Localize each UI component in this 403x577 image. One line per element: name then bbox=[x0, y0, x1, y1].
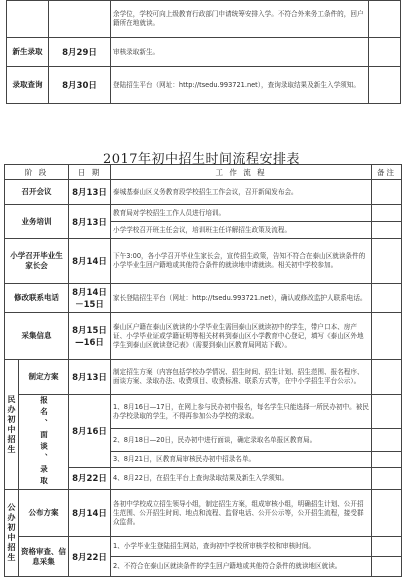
table-row bbox=[5, 313, 402, 360]
note-cell bbox=[372, 537, 402, 557]
note-cell bbox=[372, 180, 402, 205]
column-header-stage: 阶 段 bbox=[5, 165, 69, 180]
table-row bbox=[5, 490, 402, 537]
work-description: 泰城基泰山区义务教育段学校招生工作会议，召开新闻发布会。 bbox=[111, 180, 372, 205]
column-header-date: 日 期 bbox=[69, 165, 111, 180]
work-description: 4、8月22日，在招生平台上查询录取结果及新生入学须知。 bbox=[111, 467, 372, 489]
note-cell bbox=[372, 490, 402, 537]
note-cell bbox=[372, 284, 402, 313]
group-label-private: 民办初中招生 bbox=[5, 360, 19, 490]
stage-label: 业务培训 bbox=[5, 205, 69, 239]
work-description: 审核录取新生。 bbox=[111, 38, 369, 67]
work-description: 2、不符合在泰山区就读条件的学生回户籍地或其他符合条件的就读地区就读。 bbox=[111, 557, 372, 577]
work-description: 1、8月16日—17日，在网上参与民办初中报名，每名学生只能选择一所民办初中。被民办学校录取的学生，不得再参加公办学校的录取。 bbox=[111, 395, 372, 429]
date-cell: 8月15日—16日 bbox=[69, 313, 111, 360]
date-cell: 8月16日 bbox=[69, 395, 111, 468]
table-row bbox=[5, 239, 402, 284]
date-cell: 8月13日 bbox=[69, 360, 111, 395]
date-cell: 8月13日 bbox=[69, 205, 111, 239]
table-row bbox=[5, 360, 402, 395]
work-description: 各初中学校成立招生领导小组，制定招生方案，组成审核小组，明确招生计划、公开招生范围、公开招生时间、地点和流程、监督电话、公开公示等，公开招生流程，接受群众监督。 bbox=[111, 490, 372, 537]
enrollment-schedule-table bbox=[4, 164, 402, 577]
note-cell bbox=[372, 313, 402, 360]
empty-cell bbox=[7, 1, 49, 38]
table-row bbox=[7, 67, 401, 104]
note-cell bbox=[369, 1, 401, 38]
column-header-note: 备注 bbox=[372, 165, 402, 180]
date-cell: 8月13日 bbox=[69, 180, 111, 205]
table-row bbox=[5, 395, 402, 429]
stage-label: 修改联系电话 bbox=[5, 284, 69, 313]
note-cell bbox=[369, 67, 401, 104]
empty-cell bbox=[49, 1, 111, 38]
stage-label: 录取查询 bbox=[7, 67, 49, 104]
date-cell: 8月22日 bbox=[69, 467, 111, 489]
note-cell bbox=[372, 239, 402, 284]
group-label-public: 公办初中招生 bbox=[5, 490, 19, 577]
date-cell: 8月30日 bbox=[49, 67, 111, 104]
table-row bbox=[7, 1, 401, 38]
table-row bbox=[5, 537, 402, 557]
work-description: 1、小学毕业生登陆招生网站，查询初中学校所审核学校和审核时间。 bbox=[111, 537, 372, 557]
work-description: 泰山区户籍在泰山区就读的小学毕业生需回泰山区就读初中的学生，带户口本、房产证、小学毕业证或学籍证明等相关材料到泰山区小学教育中心登记，填写《泰山区外地学生到泰山区就读登记表》（需要到泰山区教育局网站下载）。 bbox=[111, 313, 372, 360]
note-cell bbox=[372, 452, 402, 467]
work-description: 2、8月18日—20日，民办初中进行面谈，确定录取名单报区教育局。 bbox=[111, 429, 372, 452]
column-header-work: 工 作 流 程 bbox=[111, 165, 372, 180]
stage-label: 新生录取 bbox=[7, 38, 49, 67]
note-cell bbox=[372, 205, 402, 222]
stage-label: 资格审查、信息采集 bbox=[19, 537, 69, 577]
note-cell bbox=[369, 38, 401, 67]
note-cell bbox=[372, 395, 402, 429]
stage-label: 报名、面谈、录取 bbox=[19, 395, 69, 490]
table-header-row bbox=[5, 165, 402, 180]
registration-schedule-table-fragment bbox=[6, 0, 401, 104]
date-cell: 8月14日 bbox=[69, 490, 111, 537]
note-cell bbox=[372, 467, 402, 489]
work-description: 教育局对学校招生工作人员进行培训。 bbox=[111, 205, 372, 222]
stage-label: 制定方案 bbox=[19, 360, 69, 395]
date-cell: 8月22日 bbox=[69, 537, 111, 577]
page-title: 2017年初中招生时间流程安排表 bbox=[102, 152, 301, 167]
table-row bbox=[5, 205, 402, 222]
work-description: 余学位，学校可向上级教育行政部门申请统筹安排入学。不符合外来务工条件的，回户籍所在地就读。 bbox=[111, 1, 369, 38]
work-description: 登陆招生平台（网址：http://tsedu.993721.net），查询录取结果及新生入学须知。 bbox=[111, 67, 369, 104]
work-description: 3、8月21日，区教育局审核民办初中招录名单。 bbox=[111, 452, 372, 467]
table-row bbox=[5, 284, 402, 313]
stage-label: 小学召开毕业生家长会 bbox=[5, 239, 69, 284]
stage-label: 采集信息 bbox=[5, 313, 69, 360]
note-cell bbox=[372, 222, 402, 239]
work-description: 制定招生方案（内容包括学校办学情况、招生时间、招生计划、招生范围、报名程序、面谈方案、录取办法、收费项目、收费标准、联系方式等，在中小学招生平台公示）。 bbox=[111, 360, 372, 395]
date-cell: 8月14日－15日 bbox=[69, 284, 111, 313]
note-cell bbox=[372, 429, 402, 452]
stage-label: 召开会议 bbox=[5, 180, 69, 205]
work-description: 小学学校召开班主任会议，培训班主任详解招生政策及流程。 bbox=[111, 222, 372, 239]
date-cell: 8月29日 bbox=[49, 38, 111, 67]
table-row bbox=[7, 38, 401, 67]
date-cell: 8月14日 bbox=[69, 239, 111, 284]
note-cell bbox=[372, 360, 402, 395]
table-row bbox=[5, 180, 402, 205]
work-description: 下午3:00，各小学召开毕业生家长会，宣传招生政策，告知不符合在泰山区就读条件的小学毕业生回户籍地或其他符合条件的就读地申请就读。相关初中学校参加。 bbox=[111, 239, 372, 284]
work-description: 家长登陆招生平台（网址：http://tsedu.993721.net），确认或修改监护人联系电话。 bbox=[111, 284, 372, 313]
stage-label: 公布方案 bbox=[19, 490, 69, 537]
